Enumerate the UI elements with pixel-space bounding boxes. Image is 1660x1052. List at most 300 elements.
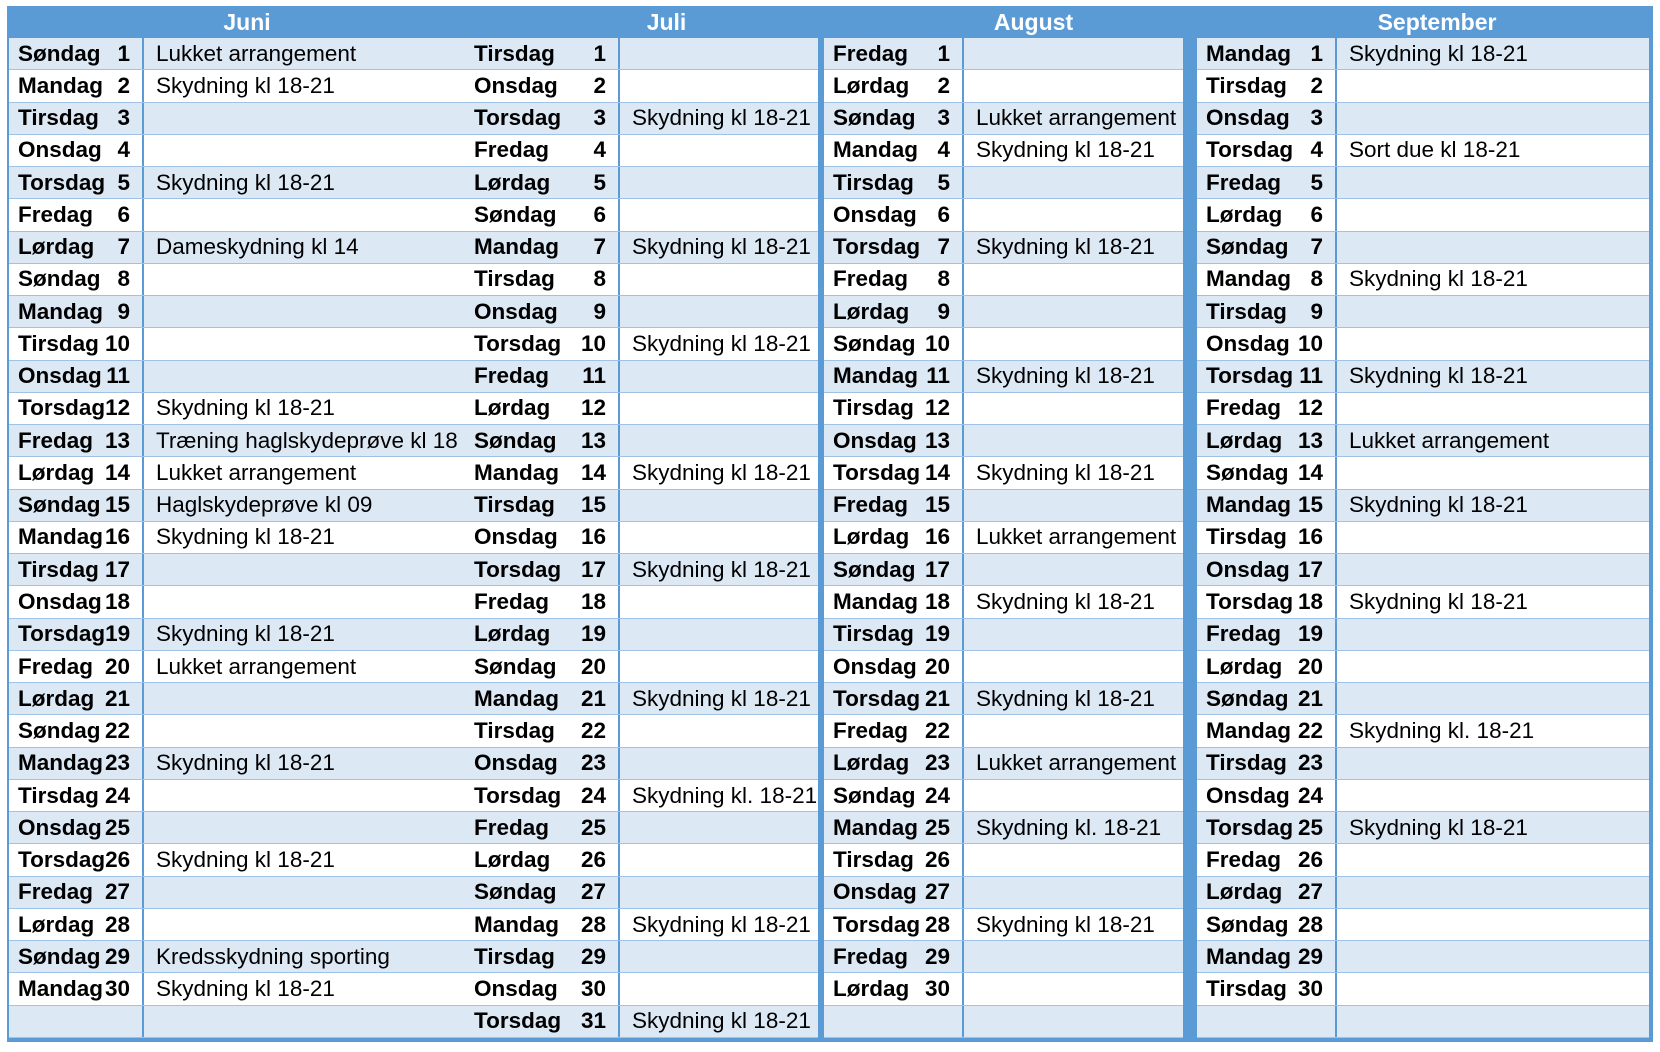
weekday-label: Søndag: [833, 330, 916, 356]
day-row: [824, 1006, 1183, 1038]
event-cell: [620, 70, 818, 101]
weekday-label: Lørdag: [833, 72, 910, 98]
month-block-juli: [465, 38, 818, 1038]
event-cell: [964, 199, 1183, 230]
date-number: 15: [924, 492, 950, 518]
day-cell: [824, 586, 964, 617]
day-cell: [9, 457, 144, 488]
day-cell: [465, 973, 620, 1004]
month-title-august: August: [993, 9, 1074, 35]
day-cell: [824, 264, 964, 295]
date-number: 7: [1310, 234, 1323, 260]
day-cell: [824, 554, 964, 585]
date-number: 11: [926, 363, 950, 389]
day-cell: [824, 973, 964, 1004]
weekday-label: Onsdag: [474, 976, 558, 1002]
weekday-label: Torsdag: [18, 395, 106, 421]
day-cell: [9, 70, 144, 101]
event-cell: Træning haglskydeprøve kl 18: [156, 427, 458, 453]
day-row: [1197, 264, 1649, 296]
weekday-label: Onsdag: [833, 879, 917, 905]
weekday-label: Torsdag: [474, 330, 562, 356]
weekday-label: Lørdag: [474, 621, 551, 647]
event-cell: [620, 167, 818, 198]
event-cell: [1337, 619, 1649, 650]
day-cell: [824, 232, 964, 263]
date-number: 23: [580, 750, 606, 776]
event-cell: [144, 780, 485, 811]
date-number: 25: [1297, 814, 1323, 840]
day-row: [824, 232, 1183, 264]
weekday-label: Tirsdag: [1206, 976, 1287, 1002]
date-number: 16: [104, 524, 130, 550]
date-number: 17: [1297, 556, 1323, 582]
event-cell: [964, 715, 1183, 746]
event-cell: Skydning kl 18-21: [156, 750, 335, 776]
day-row: [9, 199, 485, 231]
day-cell: [465, 844, 620, 875]
day-cell: [1197, 70, 1337, 101]
weekday-label: Torsdag: [474, 1008, 562, 1034]
day-row: [465, 103, 818, 135]
event-cell: [964, 393, 1183, 424]
day-cell: [824, 619, 964, 650]
event-cell: [1337, 1006, 1649, 1037]
day-cell: [1197, 973, 1337, 1004]
weekday-label: Lørdag: [18, 459, 95, 485]
weekday-label: Mandag: [1206, 40, 1292, 66]
day-row: [9, 683, 485, 715]
date-number: 10: [104, 330, 130, 356]
event-cell: Dameskydning kl 14: [156, 234, 359, 260]
day-row: [465, 490, 818, 522]
event-cell: [144, 135, 485, 166]
date-number: 2: [1310, 72, 1323, 98]
day-cell: [824, 38, 964, 69]
date-number: 6: [937, 201, 950, 227]
day-cell: [9, 586, 144, 617]
day-cell: [824, 812, 964, 843]
date-number: 19: [924, 621, 950, 647]
date-number: 1: [593, 40, 606, 66]
event-cell: [620, 651, 818, 682]
weekday-label: Lørdag: [18, 911, 95, 937]
day-row: [9, 844, 485, 876]
event-cell: [964, 1006, 1183, 1037]
event-cell: [1337, 877, 1649, 908]
day-row: [465, 683, 818, 715]
date-number: 13: [924, 427, 950, 453]
event-cell: Lukket arrangement: [976, 524, 1177, 550]
day-row: [465, 361, 818, 393]
event-cell: Kredsskydning sporting: [156, 943, 390, 969]
event-cell: [964, 264, 1183, 295]
event-cell: Skydning kl 18-21: [976, 234, 1155, 260]
weekday-label: Onsdag: [18, 814, 102, 840]
day-row: [1197, 941, 1649, 973]
day-cell: [9, 425, 144, 456]
day-row: [824, 651, 1183, 683]
weekday-label: Mandag: [833, 363, 919, 389]
event-cell: [144, 361, 485, 392]
day-cell: [824, 877, 964, 908]
day-row: [9, 522, 485, 554]
day-cell: [465, 296, 620, 327]
day-cell: [824, 490, 964, 521]
day-row: [824, 973, 1183, 1005]
date-number: 26: [105, 847, 131, 873]
date-number: 26: [924, 847, 950, 873]
day-row: [824, 38, 1183, 70]
date-number: 11: [582, 363, 606, 389]
date-number: 2: [593, 72, 606, 98]
day-row: [1197, 70, 1649, 102]
day-row: [465, 135, 818, 167]
event-cell: [964, 973, 1183, 1004]
day-cell: [1197, 1006, 1337, 1037]
day-row: [1197, 1006, 1649, 1038]
weekday-label: Onsdag: [1206, 556, 1290, 582]
date-number: 9: [593, 298, 606, 324]
event-cell: [144, 1006, 485, 1037]
day-row: [824, 522, 1183, 554]
event-cell: [964, 844, 1183, 875]
event-cell: [1337, 554, 1649, 585]
day-row: [9, 909, 485, 941]
weekday-label: Fredag: [474, 137, 550, 163]
day-row: [9, 651, 485, 683]
date-number: 11: [106, 363, 130, 389]
weekday-label: Søndag: [1206, 459, 1289, 485]
month-block-august: [824, 38, 1183, 1038]
day-row: [9, 715, 485, 747]
event-cell: Skydning kl 18-21: [156, 976, 335, 1002]
day-row: [824, 199, 1183, 231]
event-cell: Skydning kl 18-21: [1349, 40, 1528, 66]
date-number: 12: [105, 395, 131, 421]
day-cell: [1197, 651, 1337, 682]
day-cell: [9, 780, 144, 811]
day-cell: [9, 748, 144, 779]
day-row: [824, 619, 1183, 651]
date-number: 23: [1297, 750, 1323, 776]
date-number: 22: [1297, 718, 1323, 744]
weekday-label: Torsdag: [474, 782, 562, 808]
day-row: [1197, 167, 1649, 199]
event-cell: [1337, 296, 1649, 327]
event-cell: Skydning kl 18-21: [1349, 589, 1528, 614]
weekday-label: Lørdag: [833, 976, 910, 1002]
day-row: [9, 296, 485, 328]
event-cell: [620, 748, 818, 779]
day-cell: [824, 393, 964, 424]
date-number: 24: [1297, 782, 1323, 808]
day-cell: [465, 490, 620, 521]
weekday-label: Mandag: [18, 72, 104, 98]
weekday-label: Torsdag: [18, 621, 106, 647]
day-row: [824, 780, 1183, 812]
weekday-label: Tirsdag: [18, 330, 99, 356]
weekday-label: Fredag: [833, 943, 909, 969]
event-cell: [144, 586, 485, 617]
event-cell: Skydning kl 18-21: [632, 234, 811, 260]
day-row: [824, 103, 1183, 135]
weekday-label: Fredag: [1206, 395, 1282, 421]
event-cell: [964, 296, 1183, 327]
event-cell: [1337, 522, 1649, 553]
day-row: [465, 296, 818, 328]
weekday-label: Torsdag: [474, 105, 562, 131]
date-number: 4: [937, 137, 950, 163]
day-cell: [465, 1006, 620, 1037]
event-cell: Lukket arrangement: [156, 459, 357, 485]
weekday-label: Torsdag: [18, 847, 106, 873]
event-cell: [1337, 683, 1649, 714]
day-cell: [465, 264, 620, 295]
day-cell: [9, 844, 144, 875]
weekday-label: Søndag: [1206, 234, 1289, 260]
date-number: 5: [937, 169, 950, 195]
date-number: 25: [580, 814, 606, 840]
weekday-label: Tirsdag: [1206, 750, 1287, 776]
day-row: [465, 167, 818, 199]
day-row: [9, 361, 485, 393]
day-cell: [1197, 328, 1337, 359]
day-row: [465, 941, 818, 973]
day-row: [1197, 490, 1649, 522]
day-cell: [1197, 457, 1337, 488]
day-row: [1197, 393, 1649, 425]
day-row: [1197, 522, 1649, 554]
day-cell: [1197, 264, 1337, 295]
day-cell: [9, 296, 144, 327]
day-row: [9, 167, 485, 199]
day-cell: [465, 651, 620, 682]
day-row: [465, 877, 818, 909]
day-row: [1197, 715, 1649, 747]
event-cell: [1337, 167, 1649, 198]
day-row: [824, 554, 1183, 586]
day-cell: [1197, 812, 1337, 843]
event-cell: [1337, 393, 1649, 424]
weekday-label: Mandag: [1206, 266, 1292, 292]
event-cell: [1337, 909, 1649, 940]
date-number: 20: [1297, 653, 1323, 679]
event-cell: Skydning kl 18-21: [156, 72, 335, 98]
date-number: 13: [580, 427, 606, 453]
date-number: 8: [1310, 266, 1323, 292]
day-cell: [465, 457, 620, 488]
day-cell: [824, 909, 964, 940]
date-number: 8: [937, 266, 950, 292]
day-row: [465, 425, 818, 457]
event-cell: [620, 135, 818, 166]
date-number: 26: [580, 847, 606, 873]
weekday-label: Torsdag: [18, 169, 106, 195]
weekday-label: Onsdag: [833, 653, 917, 679]
date-number: 31: [580, 1008, 606, 1034]
day-cell: [9, 554, 144, 585]
day-cell: [1197, 393, 1337, 424]
event-cell: [964, 619, 1183, 650]
event-cell: Lukket arrangement: [1349, 427, 1550, 453]
day-cell: [1197, 167, 1337, 198]
event-cell: [964, 554, 1183, 585]
day-cell: [824, 167, 964, 198]
day-row: [1197, 135, 1649, 167]
weekday-label: Fredag: [1206, 847, 1282, 873]
day-cell: [824, 1006, 964, 1037]
day-cell: [9, 264, 144, 295]
event-cell: Skydning kl 18-21: [632, 911, 811, 937]
day-cell: [1197, 715, 1337, 746]
date-number: 14: [580, 459, 606, 485]
event-cell: [964, 38, 1183, 69]
date-number: 28: [924, 911, 950, 937]
weekday-label: Søndag: [18, 943, 101, 969]
date-number: 30: [580, 976, 606, 1002]
event-cell: [620, 490, 818, 521]
day-cell: [824, 70, 964, 101]
weekday-label: Torsdag: [833, 685, 921, 711]
day-cell: [1197, 748, 1337, 779]
date-number: 9: [117, 298, 130, 324]
date-number: 27: [924, 879, 950, 905]
date-number: 24: [580, 782, 606, 808]
event-cell: [620, 264, 818, 295]
day-row: [465, 38, 818, 70]
day-cell: [465, 877, 620, 908]
day-row: [9, 780, 485, 812]
date-number: 19: [1297, 621, 1323, 647]
day-row: [1197, 425, 1649, 457]
event-cell: Skydning kl 18-21: [156, 524, 335, 550]
date-number: 25: [924, 814, 950, 840]
day-cell: [1197, 490, 1337, 521]
day-row: [1197, 683, 1649, 715]
weekday-label: Fredag: [833, 40, 909, 66]
day-row: [465, 909, 818, 941]
event-cell: [620, 425, 818, 456]
day-row: [465, 393, 818, 425]
date-number: 3: [1310, 105, 1323, 131]
weekday-label: Torsdag: [833, 234, 921, 260]
date-number: 3: [117, 105, 130, 131]
calendar-table: [7, 6, 1653, 1042]
day-row: [9, 457, 485, 489]
date-number: 6: [593, 201, 606, 227]
event-cell: Skydning kl 18-21: [632, 685, 811, 711]
day-row: [9, 586, 485, 618]
date-number: 24: [104, 782, 130, 808]
weekday-label: Søndag: [833, 105, 916, 131]
day-row: [1197, 296, 1649, 328]
day-cell: [465, 909, 620, 940]
day-row: [824, 586, 1183, 618]
date-number: 10: [1297, 330, 1323, 356]
weekday-label: Fredag: [474, 589, 550, 614]
day-row: [9, 264, 485, 296]
weekday-label: Onsdag: [18, 137, 102, 163]
day-row: [824, 296, 1183, 328]
day-row: [9, 70, 485, 102]
weekday-label: Onsdag: [18, 589, 102, 614]
day-row: [465, 232, 818, 264]
event-cell: [144, 554, 485, 585]
event-cell: [1337, 651, 1649, 682]
day-cell: [824, 425, 964, 456]
date-number: 12: [924, 395, 950, 421]
date-number: 17: [580, 556, 606, 582]
day-cell: [9, 135, 144, 166]
weekday-label: Torsdag: [1206, 363, 1294, 389]
day-row: [1197, 232, 1649, 264]
day-row: [824, 909, 1183, 941]
weekday-label: Søndag: [474, 653, 557, 679]
day-cell: [465, 232, 620, 263]
event-cell: [620, 199, 818, 230]
date-number: 7: [937, 234, 950, 260]
event-cell: Lukket arrangement: [156, 653, 357, 679]
event-cell: Skydning kl. 18-21: [632, 782, 818, 808]
day-row: [465, 844, 818, 876]
date-number: 10: [924, 330, 950, 356]
weekday-label: Fredag: [1206, 169, 1282, 195]
event-cell: [964, 780, 1183, 811]
day-row: [465, 457, 818, 489]
event-cell: [620, 393, 818, 424]
day-cell: [465, 586, 620, 617]
date-number: 5: [593, 169, 606, 195]
day-cell: [824, 361, 964, 392]
date-number: 26: [1297, 847, 1323, 873]
event-cell: [964, 877, 1183, 908]
day-cell: [1197, 425, 1337, 456]
day-cell: [465, 38, 620, 69]
weekday-label: Tirsdag: [18, 556, 99, 582]
day-row: [9, 490, 485, 522]
day-row: [1197, 199, 1649, 231]
day-cell: [465, 361, 620, 392]
event-cell: [1337, 844, 1649, 875]
weekday-label: Lørdag: [18, 685, 95, 711]
day-row: [1197, 586, 1649, 618]
event-cell: [620, 715, 818, 746]
day-cell: [824, 135, 964, 166]
day-row: [465, 748, 818, 780]
date-number: 4: [117, 137, 130, 163]
day-row: [1197, 38, 1649, 70]
day-cell: [824, 296, 964, 327]
event-cell: [1337, 973, 1649, 1004]
day-row: [824, 425, 1183, 457]
day-cell: [9, 651, 144, 682]
weekday-label: Fredag: [833, 718, 909, 744]
event-cell: [620, 941, 818, 972]
day-row: [1197, 973, 1649, 1005]
date-number: 5: [117, 169, 130, 195]
date-number: 6: [117, 201, 130, 227]
day-row: [9, 328, 485, 360]
weekday-label: Mandag: [833, 814, 919, 840]
event-cell: Skydning kl 18-21: [976, 459, 1155, 485]
weekday-label: Torsdag: [1206, 814, 1294, 840]
date-number: 30: [924, 976, 950, 1002]
event-cell: Lukket arrangement: [976, 105, 1177, 131]
date-number: 4: [1310, 137, 1323, 163]
day-cell: [824, 199, 964, 230]
date-number: 20: [104, 653, 130, 679]
